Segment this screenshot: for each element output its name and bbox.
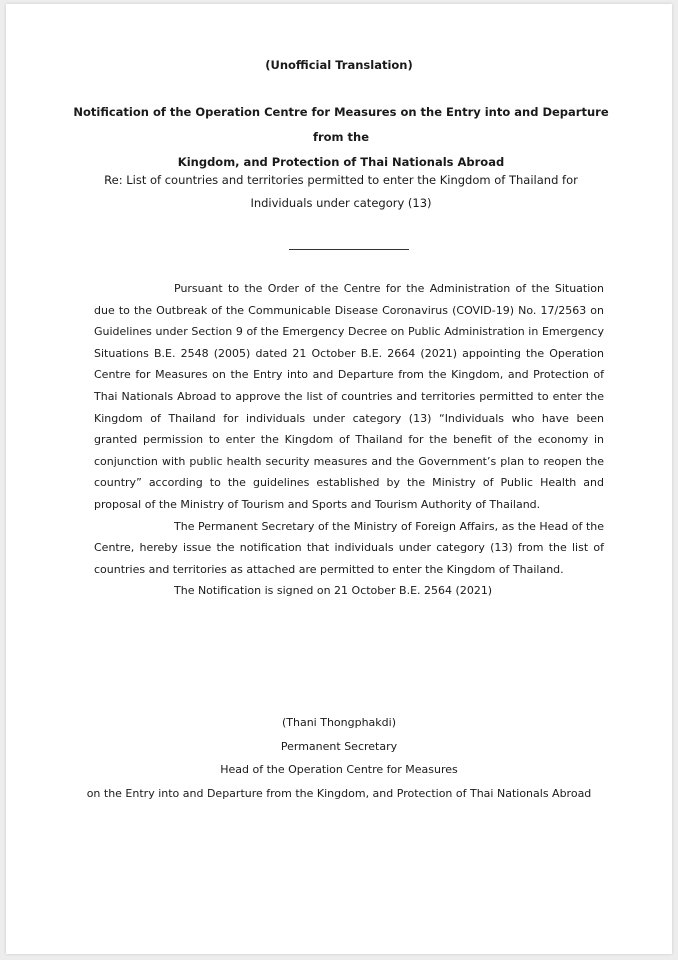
title-line-1: Notification of the Operation Centre for Measures on the Entry into and Departure from the <box>73 105 609 144</box>
body-paragraph-2: The Permanent Secretary of the Ministry of Foreign Affairs, as the Head of the Centre, hereby issue the notification that individuals under category (13) from the list of countries and territories as attached are permitted to enter the Kingdom of Thailand. <box>94 519 604 576</box>
subject-line-1: Re: List of countries and territories permitted to enter the Kingdom of Thailand for <box>104 173 578 187</box>
signatory-name: (Thani Thongphakdi) <box>281 716 397 729</box>
divider-rule <box>289 249 409 250</box>
title-line-2: Kingdom, and Protection of Thai Nationals Abroad <box>177 155 505 169</box>
signatory-position: Permanent Secretary <box>280 739 398 753</box>
subject-line <box>86 169 596 215</box>
document-page <box>6 4 672 954</box>
document-body <box>94 278 604 602</box>
body-paragraph-1: Pursuant to the Order of the Centre for the Administration of the Situation due to the Outbreak of the Communicable Disease Coronavirus (COVID-19) No. 17/2563 on Guidelines under Section 9 of the Emergency Decree on Public Administration in Emergency Situations B.E. 2548 (2005) dated 21 October B.E. 2664 (2021) appointing the Operation Centre for Measures on the Entry into and Departure from the Kingdom, and Protection of Thai Nationals Abroad to approve the list of countries and territories permitted to enter the Kingdom of Thailand for individuals under category (13) “Individuals who have been granted permission to enter the Kingdom of Thailand for the benefit of the economy in conjunction with public health security measures and the Government’s plan to reopen the country” according to the guidelines established by the Ministry of Public Health and proposal of the Ministry of Tourism and Sports and Tourism Authority of Thailand. <box>94 282 604 511</box>
body-paragraph-3: The Notification is signed on 21 October B.E. 2564 (2021) <box>174 584 493 598</box>
document-title <box>66 100 616 175</box>
signatory-role-line-2: on the Entry into and Departure from the Kingdom, and Protection of Thai Nationals Abroad <box>86 786 592 800</box>
subject-line-2: Individuals under category (13) <box>250 196 432 210</box>
unofficial-translation-label: (Unofficial Translation) <box>265 58 413 72</box>
signature-block <box>6 711 672 805</box>
signatory-role-line-1: Head of the Operation Centre for Measures <box>220 763 458 776</box>
